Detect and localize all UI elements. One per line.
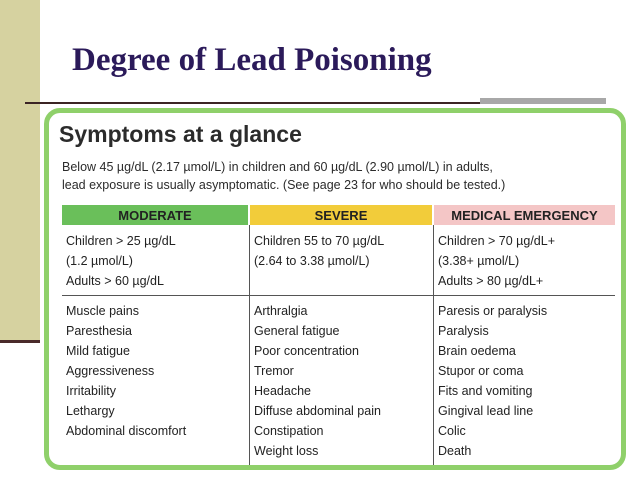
column-divider	[249, 225, 250, 465]
symptom-item: Paresis or paralysis	[438, 304, 548, 318]
header-severe: SEVERE	[250, 205, 432, 225]
level-line: (1.2 µmol/L)	[66, 254, 133, 268]
symptom-item: Lethargy	[66, 404, 115, 418]
severe-levels	[254, 231, 384, 271]
symptom-item: Paresthesia	[66, 324, 133, 338]
emergency-symptoms	[438, 301, 547, 461]
title-underline-accent	[480, 98, 606, 104]
symptom-item: Constipation	[254, 424, 324, 438]
symptom-item: General fatigue	[254, 324, 340, 338]
row-divider	[62, 295, 615, 296]
column-divider	[433, 225, 434, 465]
symptom-item: Paralysis	[438, 324, 489, 338]
moderate-symptoms	[66, 301, 186, 441]
level-line: (2.64 to 3.38 µmol/L)	[254, 254, 370, 268]
intro-line-1: Below 45 µg/dL (2.17 µmol/L) in children and 60 µg/dL (2.90 µmol/L) in adults,	[62, 160, 493, 174]
card-intro	[62, 158, 622, 194]
intro-line-2: lead exposure is usually asymptomatic. (See page 23 for who should be tested.)	[62, 178, 506, 192]
level-line: Children > 70 µg/dL+	[438, 234, 556, 248]
level-line: Children 55 to 70 µg/dL	[254, 234, 385, 248]
symptom-item: Gingival lead line	[438, 404, 534, 418]
symptom-item: Irritability	[66, 384, 117, 398]
symptom-item: Tremor	[254, 364, 294, 378]
emergency-levels	[438, 231, 555, 291]
left-accent-divider	[0, 340, 40, 343]
level-line: (3.38+ µmol/L)	[438, 254, 520, 268]
symptom-item: Abdominal discomfort	[66, 424, 187, 438]
title-underline	[25, 102, 480, 104]
card-heading: Symptoms at a glance	[59, 121, 302, 147]
slide-title: Degree of Lead Poisoning	[72, 42, 432, 78]
symptom-item: Fits and vomiting	[438, 384, 533, 398]
symptom-item: Death	[438, 444, 472, 458]
symptom-item: Arthralgia	[254, 304, 308, 318]
symptom-item: Mild fatigue	[66, 344, 130, 358]
level-line: Adults > 60 µg/dL	[66, 274, 164, 288]
symptom-item: Poor concentration	[254, 344, 359, 358]
level-line: Adults > 80 µg/dL+	[438, 274, 544, 288]
level-line: Children > 25 µg/dL	[66, 234, 176, 248]
symptom-item: Headache	[254, 384, 311, 398]
header-medical-emergency: MEDICAL EMERGENCY	[434, 205, 615, 225]
symptom-item: Diffuse abdominal pain	[254, 404, 381, 418]
symptom-item: Brain oedema	[438, 344, 516, 358]
symptom-item: Aggressiveness	[66, 364, 155, 378]
left-accent-bar	[0, 0, 40, 342]
symptom-item: Muscle pains	[66, 304, 139, 318]
symptoms-card	[44, 108, 626, 470]
symptom-item: Weight loss	[254, 444, 319, 458]
symptom-item: Stupor or coma	[438, 364, 524, 378]
header-moderate: MODERATE	[62, 205, 248, 225]
moderate-levels	[66, 231, 176, 291]
symptom-item: Colic	[438, 424, 466, 438]
severe-symptoms	[254, 301, 381, 461]
